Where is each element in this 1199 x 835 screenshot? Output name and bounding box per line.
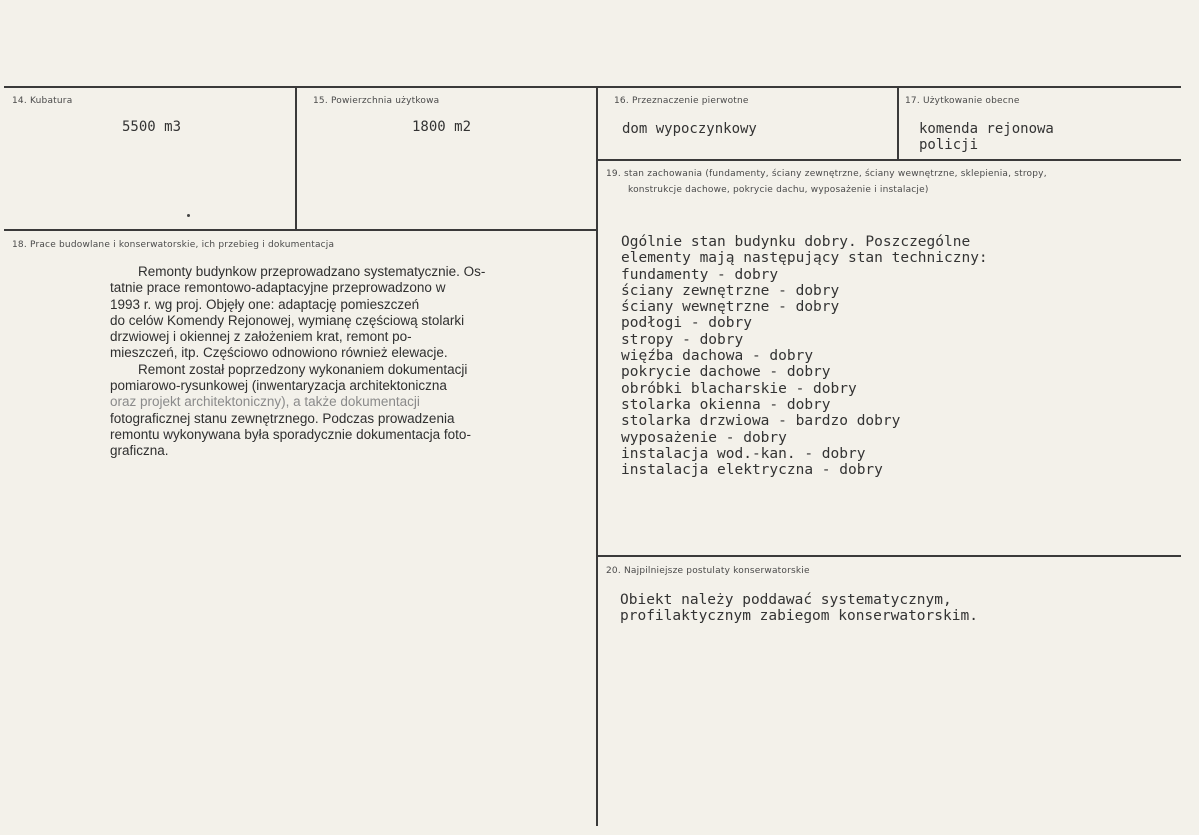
field-18-line: Remonty budynkow przeprowadzano systematycznie. Os- — [138, 264, 486, 279]
field-16-label: 16. Przeznaczenie pierwotne — [614, 96, 749, 106]
field-19-label-line1: 19. stan zachowania (fundamenty, ściany zewnętrzne, ściany wewnętrzne, sklepienia, stropy, — [606, 169, 1047, 179]
field-17-label: 17. Użytkowanie obecne — [905, 96, 1020, 106]
field-19-line: obróbki blacharskie - dobry — [621, 380, 857, 397]
field-19-line: fundamenty - dobry — [621, 266, 779, 283]
field-19-line: elementy mają następujący stan techniczny: — [621, 250, 988, 267]
field-14-value: 5500 m3 — [122, 119, 182, 135]
field-18-line: 1993 r. wg proj. Objęły one: adaptację pomieszczeń — [110, 296, 420, 312]
top-rule — [4, 86, 1181, 88]
divider-16-17 — [897, 86, 899, 160]
field-20-text — [620, 592, 978, 625]
field-18-line: graficzna. — [110, 443, 169, 459]
field-19-line: pokrycie dachowe - dobry — [621, 364, 831, 381]
field-20-label: 20. Najpilniejsze postulaty konserwatorskie — [606, 566, 810, 576]
field-18-line: fotograficznej stanu zewnętrznego. Podczas prowadzenia — [110, 410, 455, 426]
field-17-value-line1: komenda rejonowa — [919, 121, 1054, 137]
right-upper-rule — [596, 159, 1181, 161]
field-15-label: 15. Powierzchnia użytkowa — [313, 96, 440, 106]
field-19-line: stolarka okienna - dobry — [621, 396, 831, 413]
field-16-value: dom wypoczynkowy — [622, 121, 757, 137]
field-19-text — [621, 234, 988, 478]
field-19-line: więźba dachowa - dobry — [621, 348, 814, 365]
stray-mark — [187, 214, 190, 217]
field-20-line: Obiekt należy poddawać systematycznym, — [620, 592, 952, 608]
field-19-line: Ogólnie stan budynku dobry. Poszczególne — [621, 234, 971, 250]
field-15-value: 1800 m2 — [412, 119, 472, 135]
divider-14-15 — [295, 86, 297, 230]
field-18-line: do celów Komendy Rejonowej, wymianę częściową stolarki — [110, 312, 465, 328]
field-17-value-line2: policji — [919, 137, 979, 153]
field-19-line: stolarka drzwiowa - bardzo dobry — [621, 413, 901, 430]
field-18-line: drzwiowej i okiennej z założeniem krat, remont po- — [110, 329, 412, 345]
field-18-line: Remont został poprzedzony wykonaniem dokumentacji — [138, 361, 468, 377]
right-lower-rule — [596, 555, 1181, 557]
field-18-text — [110, 264, 485, 460]
field-19-line: podłogi - dobry — [621, 315, 752, 332]
field-19-line: wyposażenie - dobry — [621, 429, 787, 446]
divider-center — [596, 86, 598, 826]
field-18-line: oraz projekt architektoniczny), a także dokumentacji — [110, 394, 420, 410]
field-18-line: remontu wykonywana była sporadycznie dokumentacja foto- — [110, 426, 471, 442]
field-19-line: ściany zewnętrzne - dobry — [621, 282, 840, 299]
field-19-label-line2: konstrukcje dachowe, pokrycie dachu, wyposażenie i instalacje) — [628, 185, 929, 195]
field-18-label: 18. Prace budowlane i konserwatorskie, ich przebieg i dokumentacja — [12, 240, 335, 250]
field-18-line: tatnie prace remontowo-adaptacyjne przeprowadzono w — [110, 280, 446, 296]
field-18-line: pomiarowo-rysunkowej (inwentaryzacja architektoniczna — [110, 378, 447, 394]
field-18-line: mieszczeń, itp. Częściowo odnowiono również elewacje. — [110, 345, 448, 361]
field-14-label: 14. Kubatura — [12, 96, 73, 106]
field-20-line: profilaktycznym zabiegom konserwatorskim. — [620, 608, 978, 625]
field-19-line: instalacja elektryczna - dobry — [621, 462, 883, 479]
field-19-line: ściany wewnętrzne - dobry — [621, 299, 840, 316]
field-19-line: stropy - dobry — [621, 331, 744, 348]
left-mid-rule — [4, 229, 596, 231]
field-19-line: instalacja wod.-kan. - dobry — [621, 445, 866, 462]
